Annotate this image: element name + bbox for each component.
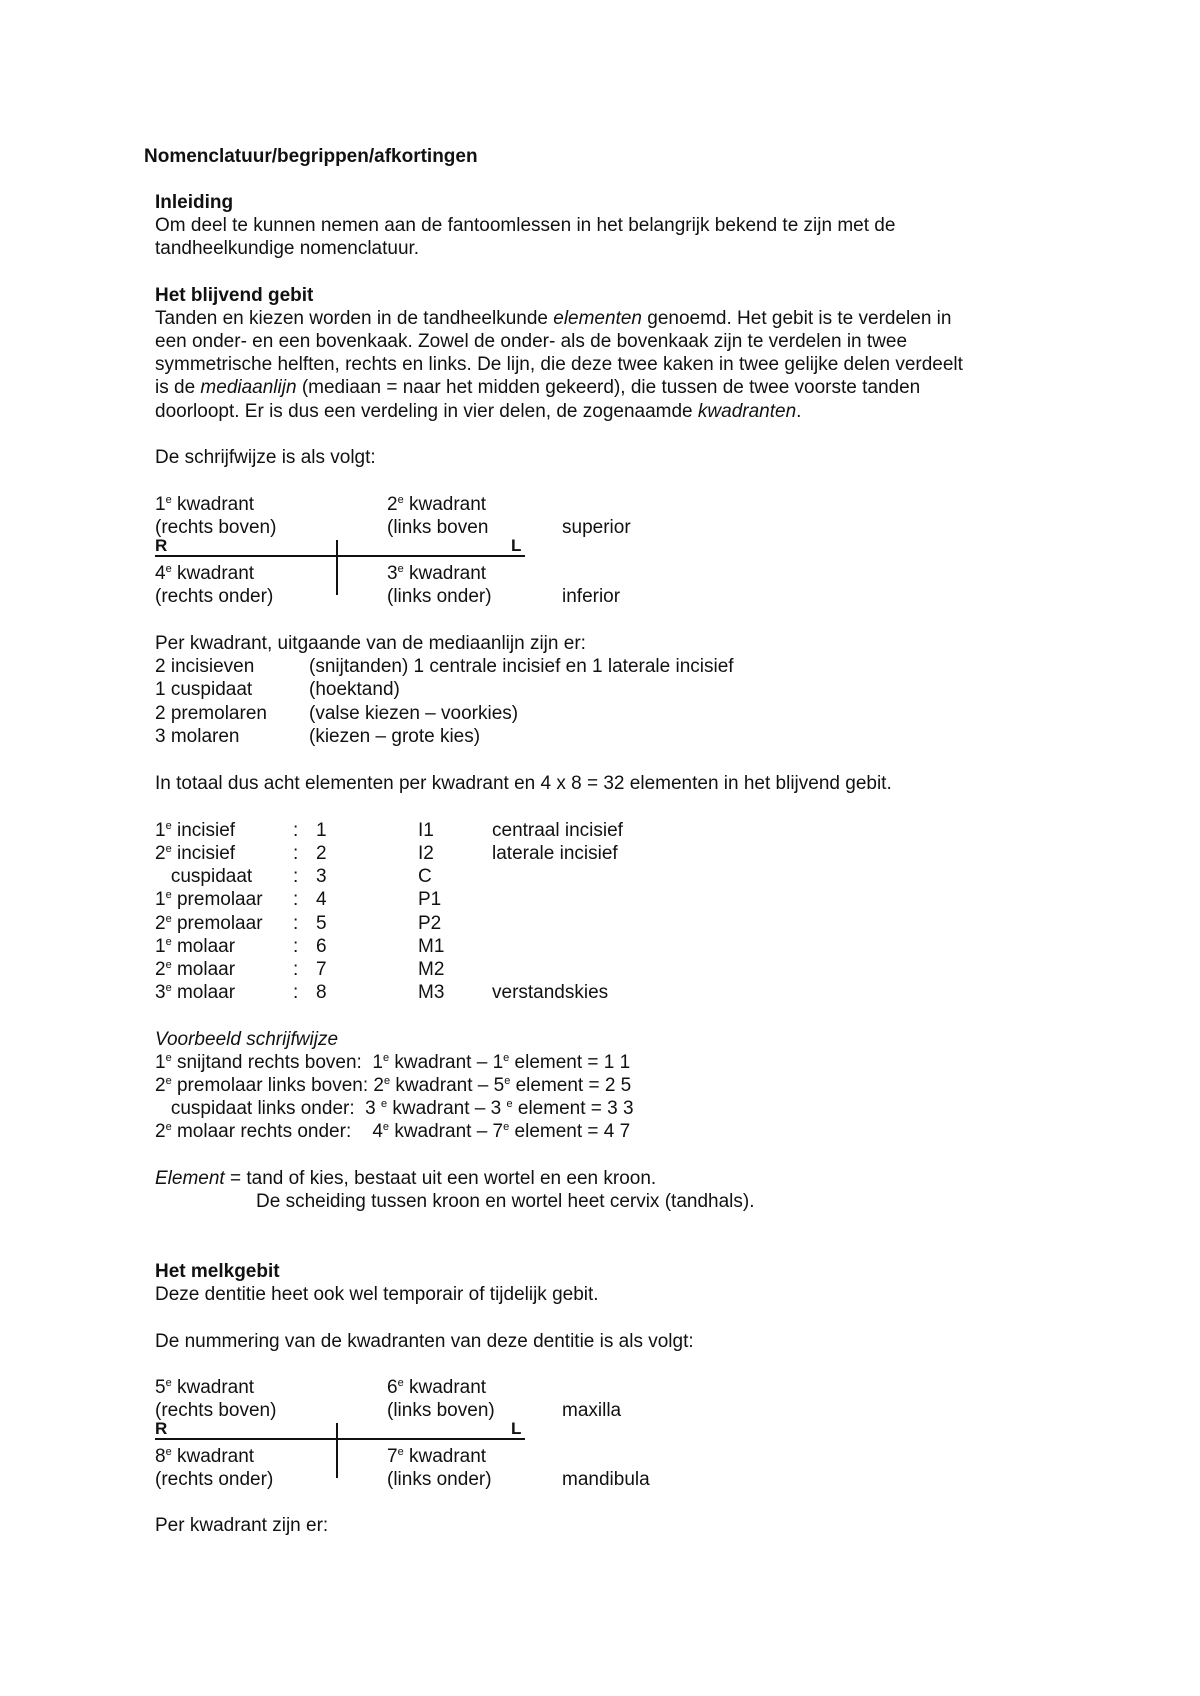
quadrant-2-sub: (links boven (387, 517, 489, 538)
quadrant-5-label: 5e kwadrant (155, 1377, 255, 1398)
paragraph-line: Om deel te kunnen nemen aan de fantoomlessen in het belangrijk bekend te zijn met de (155, 215, 896, 236)
element-code: P2 (418, 913, 442, 934)
tooth-type-desc: (kiezen – grote kies) (309, 726, 481, 747)
element-colon: : (293, 866, 299, 887)
left-marker: L (511, 536, 522, 555)
schrijfwijze-intro: De schrijfwijze is als volgt: (155, 447, 376, 468)
horizontal-divider (155, 1438, 525, 1440)
superior-label: superior (562, 517, 631, 538)
element-note: centraal incisief (492, 820, 623, 841)
left-marker: L (511, 1419, 522, 1438)
element-name: 1e incisief (155, 820, 236, 841)
element-name: 2e premolaar (155, 913, 263, 934)
element-number: 4 (316, 889, 327, 910)
section-heading-melkgebit: Het melkgebit (155, 1261, 280, 1282)
voorbeeld-line: 2e premolaar links boven: 2e kwadrant – 5e element = 2 5 (155, 1075, 632, 1096)
quadrant-6-label: 6e kwadrant (387, 1377, 487, 1398)
per-kwadrant-melk: Per kwadrant zijn er: (155, 1515, 329, 1536)
quadrant-7-sub: (links onder) (387, 1469, 492, 1490)
quadrant-4-sub: (rechts onder) (155, 586, 274, 607)
element-definition-line2: De scheiding tussen kroon en wortel heet cervix (tandhals). (256, 1191, 755, 1212)
element-colon: : (293, 936, 299, 957)
element-code: M3 (418, 982, 445, 1003)
horizontal-divider (155, 555, 525, 557)
mandibula-label: mandibula (562, 1469, 650, 1490)
right-marker: R (155, 1419, 168, 1438)
element-name: 2e incisief (155, 843, 236, 864)
element-note: verstandskies (492, 982, 609, 1003)
section-heading-inleiding: Inleiding (155, 192, 234, 213)
element-number: 3 (316, 866, 327, 887)
paragraph-line: Deze dentitie heet ook wel temporair of tijdelijk gebit. (155, 1284, 599, 1305)
quadrant-3-label: 3e kwadrant (387, 563, 487, 584)
quadrant-3-sub: (links onder) (387, 586, 492, 607)
paragraph-line: is de mediaanlijn (mediaan = naar het midden gekeerd), die tussen de twee voorste tanden (155, 377, 921, 398)
element-code: M1 (418, 936, 445, 957)
tooth-type-desc: (valse kiezen – voorkies) (309, 703, 519, 724)
tooth-type-desc: (hoektand) (309, 679, 400, 700)
paragraph-line: tandheelkundige nomenclatuur. (155, 238, 420, 259)
tooth-type-name: 3 molaren (155, 726, 240, 747)
quadrant-8-label: 8e kwadrant (155, 1446, 255, 1467)
element-colon: : (293, 959, 299, 980)
per-kwadrant-intro: Per kwadrant, uitgaande van de mediaanlijn zijn er: (155, 633, 586, 654)
element-colon: : (293, 843, 299, 864)
quadrant-5-sub: (rechts boven) (155, 1400, 277, 1421)
element-number: 8 (316, 982, 327, 1003)
paragraph-line: symmetrische helften, rechts en links. De lijn, die deze twee kaken in twee gelijke delen verdeelt (155, 354, 963, 375)
element-number: 1 (316, 820, 327, 841)
paragraph-line: Tanden en kiezen worden in de tandheelkunde elementen genoemd. Het gebit is te verdelen in (155, 308, 952, 329)
element-number: 2 (316, 843, 327, 864)
element-code: M2 (418, 959, 445, 980)
tooth-type-name: 2 premolaren (155, 703, 267, 724)
element-code: I2 (418, 843, 434, 864)
element-code: I1 (418, 820, 434, 841)
voorbeeld-line: 2e molaar rechts onder: 4e kwadrant – 7e element = 4 7 (155, 1121, 631, 1142)
right-marker: R (155, 536, 168, 555)
element-name: 3e molaar (155, 982, 236, 1003)
quadrant-4-label: 4e kwadrant (155, 563, 255, 584)
element-colon: : (293, 982, 299, 1003)
paragraph-line: een onder- en een bovenkaak. Zowel de onder- als de bovenkaak zijn te verdelen in twee (155, 331, 908, 352)
element-note: laterale incisief (492, 843, 618, 864)
quadrant-6-sub: (links boven) (387, 1400, 495, 1421)
element-name: cuspidaat (155, 866, 253, 887)
element-code: P1 (418, 889, 442, 910)
totaal-line: In totaal dus acht elementen per kwadrant en 4 x 8 = 32 elementen in het blijvend gebit. (155, 773, 892, 794)
median-line (336, 540, 338, 595)
section-heading-blijvend: Het blijvend gebit (155, 285, 314, 306)
inferior-label: inferior (562, 586, 621, 607)
element-name: 1e premolaar (155, 889, 263, 910)
tooth-type-name: 2 incisieven (155, 656, 255, 677)
median-line (336, 1423, 338, 1478)
element-name: 2e molaar (155, 959, 236, 980)
nummering-intro: De nummering van de kwadranten van deze dentitie is als volgt: (155, 1331, 694, 1352)
quadrant-7-label: 7e kwadrant (387, 1446, 487, 1467)
page-title: Nomenclatuur/begrippen/afkortingen (144, 146, 478, 167)
voorbeeld-heading: Voorbeeld schrijfwijze (155, 1029, 339, 1050)
voorbeeld-line: cuspidaat links onder: 3 $^e$ kwadrant – 3 $^e$ element = 3 3 (155, 1098, 634, 1119)
element-colon: : (293, 913, 299, 934)
paragraph-line: doorloopt. Er is dus een verdeling in vier delen, de zogenaamde kwadranten. (155, 401, 802, 422)
quadrant-1-sub: (rechts boven) (155, 517, 277, 538)
maxilla-label: maxilla (562, 1400, 622, 1421)
quadrant-2-label: 2e kwadrant (387, 494, 487, 515)
element-number: 5 (316, 913, 327, 934)
tooth-type-name: 1 cuspidaat (155, 679, 253, 700)
voorbeeld-line: 1e snijtand rechts boven: 1e kwadrant – 1e element = 1 1 (155, 1052, 631, 1073)
element-number: 7 (316, 959, 327, 980)
element-colon: : (293, 889, 299, 910)
element-definition: Element = tand of kies, bestaat uit een wortel en een kroon. (155, 1168, 657, 1189)
quadrant-1-label: 1e kwadrant (155, 494, 255, 515)
element-code: C (418, 866, 432, 887)
element-name: 1e molaar (155, 936, 236, 957)
quadrant-8-sub: (rechts onder) (155, 1469, 274, 1490)
element-number: 6 (316, 936, 327, 957)
tooth-type-desc: (snijtanden) 1 centrale incisief en 1 laterale incisief (309, 656, 734, 677)
element-colon: : (293, 820, 299, 841)
